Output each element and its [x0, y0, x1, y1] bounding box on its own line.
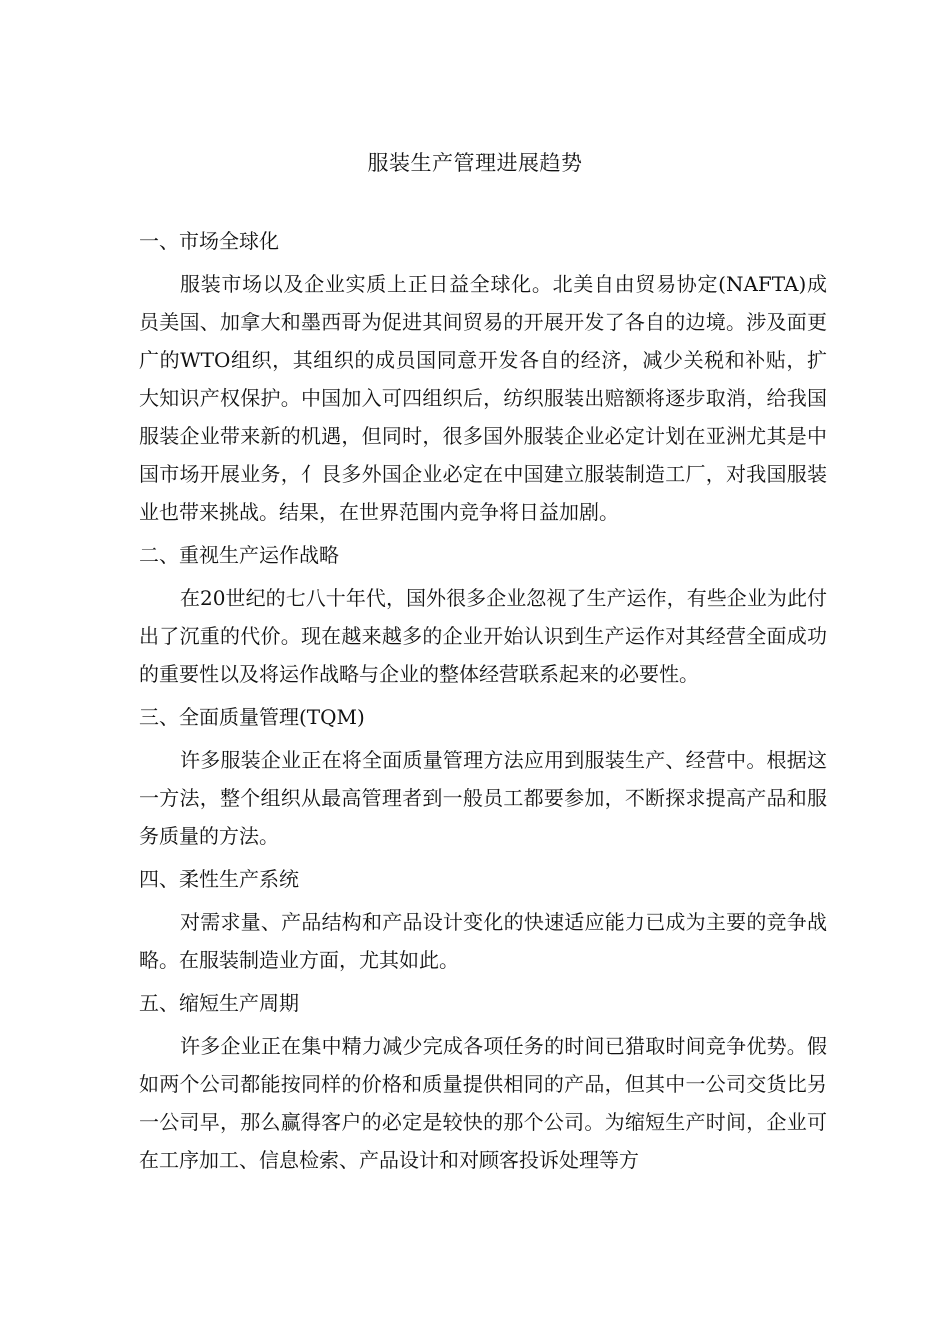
section-heading-shorten-cycle: 五、缩短生产周期: [139, 991, 299, 1015]
document-title: 服装生产管理进展趋势: [367, 151, 583, 175]
section-paragraph-shorten-cycle: 许多企业正在集中精力减少完成各项任务的时间已猎取时间竞争优势。假如两个公司都能按同样的价格和质量提供相同的产品，但其中一公司交货比另一公司早，那么赢得客户的必定是较快的那个公司。为缩短生产时间，企业可在工序加工、信息检索、产品设计和对顾客投诉处理等方: [139, 1034, 827, 1172]
section-paragraph-flexible-production: 对需求量、产品结构和产品设计变化的快速适应能力已成为主要的竞争战略。在服装制造业方面，尤其如此。: [139, 910, 827, 972]
section-heading-tqm: 三、全面质量管理(TQM): [139, 705, 365, 729]
document-body: [139, 222, 827, 1184]
section-heading-market-globalization: 一、市场全球化: [139, 229, 279, 253]
section-heading-flexible-production: 四、柔性生产系统: [139, 867, 299, 891]
section-paragraph-market-globalization: 服装市场以及企业实质上正日益全球化。北美自由贸易协定(NAFTA)成员美国、加拿大和墨西哥为促进其间贸易的开展开发了各自的边境。涉及面更广的WTO组织，其组织的成员国同意开发各自的经济，减少关税和补贴，扩大知识产权保护。中国加入可四组织后，纺织服装出赔额将逐步取消，给我国服装企业带来新的机遇，但同时，很多国外服装企业必定计划在亚洲尤其是中国市场开展业务，亻艮多外国企业必定在中国建立服装制造工厂，对我国服装业也带来挑战。结果，在世界范围内竞争将日益加剧。: [139, 272, 827, 524]
section-paragraph-operations-strategy: 在20世纪的七八十年代，国外很多企业忽视了生产运作，有些企业为此付出了沉重的代价。现在越来越多的企业开始认识到生产运作对其经营全面成功的重要性以及将运作战略与企业的整体经营联系起来的必要性。: [139, 586, 827, 686]
section-paragraph-tqm: 许多服装企业正在将全面质量管理方法应用到服装生产、经营中。根据这一方法，整个组织从最高管理者到一般员工都要参加，不断探求提高产品和服务质量的方法。: [139, 748, 827, 848]
section-heading-operations-strategy: 二、重视生产运作战略: [139, 543, 339, 567]
